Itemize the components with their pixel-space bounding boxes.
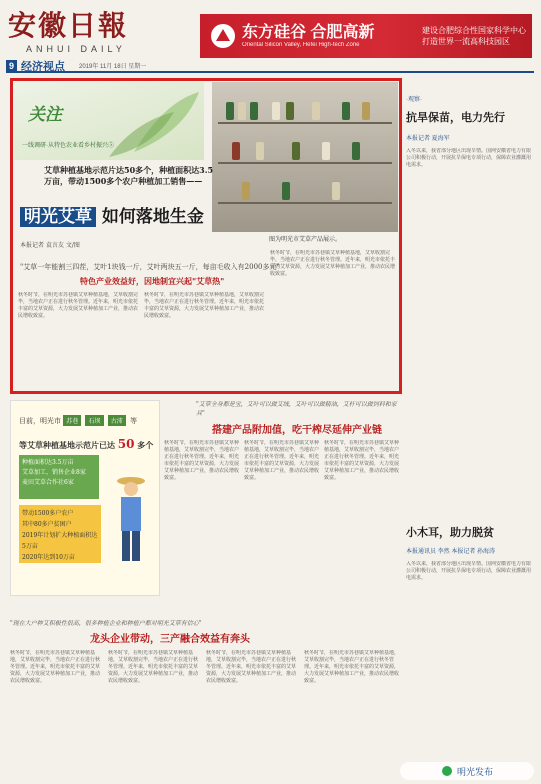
body-column-1: 秋冬时节，在明光市苏巷镇艾草种植基地，艾草收割完毕，当地农户正在进行秋冬管理。近年来，明光市依托丰富的艾草资源，大力发展艾草种植加工产业，推动农民增收致富。 — [18, 292, 138, 319]
mid-section-head — [196, 400, 398, 436]
right-title-1: 抗旱保苗，电力先行 — [406, 111, 505, 124]
ad-banner[interactable] — [200, 14, 532, 58]
mid-body-2: 秋冬时节，在明光市苏巷镇艾草种植基地，艾草收割完毕，当地农户正在进行秋冬管理。近年来，明光市依托丰富的艾草资源，大力发展艾草种植加工产业，推动农民增收致富。 — [244, 440, 320, 481]
mid-body-3: 秋冬时节，在明光市苏巷镇艾草种植基地，艾草收割完毕，当地农户正在进行秋冬管理。近年来，明光市依托丰富的艾草资源，大力发展艾草种植加工产业，推动农民增收致富。 — [324, 440, 400, 481]
bottom-body-1: 秋冬时节，在明光市苏巷镇艾草种植基地，艾草收割完毕，当地农户正在进行秋冬管理。近年来，明光市依托丰富的艾草资源，大力发展艾草种植加工产业，推动农民增收致富。 — [10, 650, 101, 684]
right-label: ·观察· — [406, 97, 422, 103]
mid-title: 搭建产品附加值，吃干榨尽延伸产业链 — [212, 425, 382, 436]
bottom-body-2: 秋冬时节，在明光市苏巷镇艾草种植基地，艾草收割完毕，当地农户正在进行秋冬管理。近年来，明光市依托丰富的艾草资源，大力发展艾草种植加工产业，推动农民增收致富。 — [108, 650, 199, 684]
body-column-3: 秋冬时节，在明光市苏巷镇艾草种植基地，艾草收割完毕，当地农户正在进行秋冬管理。近年来，明光市依托丰富的艾草资源，大力发展艾草种植加工产业，推动农民增收致富。 — [270, 250, 396, 277]
hefei-logo-icon — [210, 23, 236, 49]
banner-english: Oriental Silicon Valley, Hefei High-tech Zone — [242, 42, 360, 48]
newspaper-subtitle: ANHUI DAILY — [26, 44, 126, 54]
infographic — [10, 400, 160, 596]
chip-gupei: 古沛 — [108, 415, 126, 426]
farmer-icon — [111, 471, 151, 571]
issue-date: 2019年 11月 18日 星期一 — [79, 64, 147, 70]
page-number: 9 — [6, 60, 17, 72]
photo-caption: 图为明光市艾草产品展示。 — [268, 236, 341, 243]
headline-rest: 如何落地生金 — [101, 207, 204, 227]
chip-suxiang: 苏巷 — [63, 415, 81, 426]
section-bar — [6, 60, 534, 73]
subhead-title: 特色产业效益好，因地制宜兴起"艾草热" — [80, 276, 225, 286]
mid-body-1: 秋冬时节，在明光市苏巷镇艾草种植基地，艾草收割完毕，当地农户正在进行秋冬管理。近年来，明光市依托丰富的艾草资源，大力发展艾草种植加工产业，推动农民增收致富。 — [164, 440, 240, 481]
info-green-panel: 种植面积达3.5万亩 艾草加工、销售企业8家 麦田艾草合作社6家 — [19, 455, 99, 499]
right-body-1: 入冬以来，我省部分地区出现旱情。国网安徽省电力有限公司积极行动，开展抗旱保电专项行动，保障农业灌溉用电需求。 — [406, 148, 532, 168]
info-line-2: 等艾草种植基地示范片已达 50 多个 — [19, 437, 154, 451]
banner-slogan-1: 建设合肥综合性国家科学中心 — [422, 26, 526, 35]
article-kicker: 艾草种植基地示范片达50多个，种植面积达3.5万亩，带动1500多个农户种植加工销售—— — [44, 165, 214, 186]
chip-shiba: 石坝 — [85, 415, 103, 426]
watermark-text: 明光发布 — [456, 766, 493, 777]
source-watermark — [400, 762, 534, 780]
chat-icon — [441, 765, 453, 777]
headline-lead: 明光艾草 — [20, 207, 96, 227]
masthead — [8, 4, 208, 64]
body-column-2: 秋冬时节，在明光市苏巷镇艾草种植基地，艾草收割完毕，当地农户正在进行秋冬管理。近年来，明光市依托丰富的艾草资源，大力发展艾草种植加工产业，推动农民增收致富。 — [144, 292, 264, 319]
newspaper-name: 安徽日報 — [8, 9, 129, 42]
bottom-section-head — [10, 618, 406, 645]
bottom-body-3: 秋冬时节，在明光市苏巷镇艾草种植基地，艾草收割完毕，当地农户正在进行秋冬管理。近年来，明光市依托丰富的艾草资源，大力发展艾草种植加工产业，推动农民增收致富。 — [206, 650, 297, 684]
byline: 本报记者 袁言友 文/图 — [20, 242, 80, 249]
article-headline — [20, 202, 210, 227]
right-source-2: 本报通讯员 李然 本报记者 孙海涛 — [406, 549, 496, 555]
feature-tag-graphic — [14, 82, 204, 160]
info-line-1: 目前，明光市 苏巷 石坝 古沛 等 — [19, 417, 137, 425]
section-name: 经济视点 — [21, 60, 66, 73]
info-yellow-panel: 带动1500多户农户 其中80多户贫困户 2019年计划扩大种植面积达5万亩 2020年达到10万亩 — [19, 505, 101, 563]
bottom-title: 龙头企业带动，三产融合效益有奔头 — [90, 634, 250, 645]
mid-quote: "艾草全身都是宝，艾叶可以做艾绒，艾叶可以做精油，艾杆可以做饲料和家具" — [196, 401, 397, 417]
right-column — [406, 78, 534, 784]
tag-word: 关注 — [28, 105, 62, 125]
subhead-quote: "艾草一年能割三四茬，艾叶1块钱一斤，艾叶两块五一斤，每亩毛收入有2000多元" — [20, 263, 280, 271]
banner-title: 东方硅谷 合肥高新 — [242, 24, 375, 41]
bottom-body-4: 秋冬时节，在明光市苏巷镇艾草种植基地，艾草收割完毕，当地农户正在进行秋冬管理。近年来，明光市依托丰富的艾草资源，大力发展艾草种植加工产业，推动农民增收致富。 — [304, 650, 400, 684]
right-body-2: 入冬以来，我省部分地区出现旱情。国网安徽省电力有限公司积极行动，开展抗旱保电专项行动，保障农业灌溉用电需求。 — [406, 561, 532, 581]
right-source-1: 本报记者 夏海军 — [406, 136, 450, 142]
product-photo — [212, 82, 398, 232]
banner-slogan-2: 打造世界一流高科技园区 — [422, 37, 510, 46]
right-title-2: 小木耳，助力脱贫 — [406, 526, 494, 539]
bottom-quote: "现在大户种艾积极性很高，很多种植企业和种植户都对明光艾草有信心" — [10, 620, 202, 627]
series-caption: 一线调研·从特色农业看乡村振兴⑤ — [22, 143, 114, 149]
